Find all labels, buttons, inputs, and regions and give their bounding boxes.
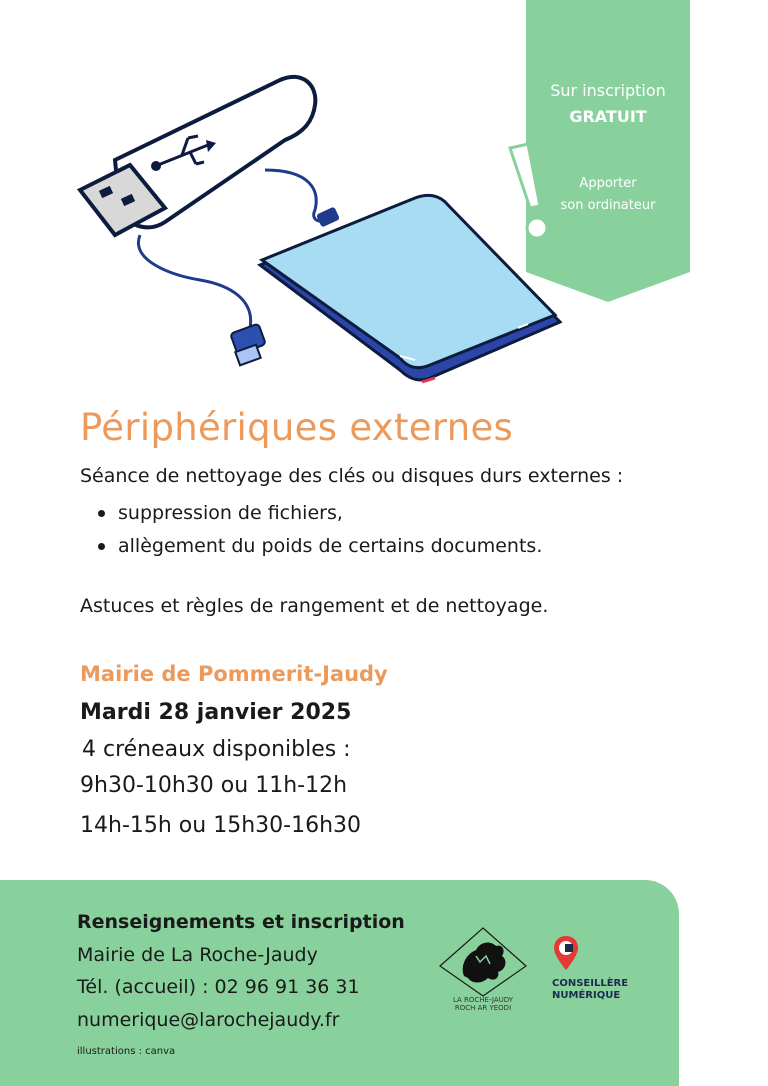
banner-line3: Apporter — [579, 176, 637, 191]
conseillere-numerique-pin-icon — [552, 934, 580, 974]
cn-line1: CONSEILLÈRE — [552, 978, 629, 989]
devices-illustration — [70, 60, 570, 400]
cn-line2: NUMÉRIQUE — [552, 990, 621, 1001]
la-roche-jaudy-logo-icon — [436, 926, 530, 998]
conseillere-numerique-label — [552, 978, 628, 1002]
footer-mairie: Mairie de La Roche-Jaudy — [77, 944, 318, 966]
illustration-credit: illustrations : canva — [77, 1046, 176, 1057]
footer-email[interactable]: numerique@larochejaudy.fr — [77, 1009, 340, 1031]
page-title: Périphériques externes — [80, 406, 514, 449]
slot-line-2: 14h-15h ou 15h30-16h30 — [80, 813, 362, 838]
tips-text: Astuces et règles de rangement et de nettoyage. — [80, 595, 549, 617]
bullet-text: allègement du poids de certains documents. — [118, 535, 543, 557]
intro-text: Séance de nettoyage des clés ou disques durs externes : — [80, 465, 624, 487]
logo1-line1: LA ROCHE-JAUDY — [452, 996, 514, 1004]
bullet-icon — [98, 543, 105, 550]
list-item — [98, 497, 542, 530]
bullet-icon — [98, 510, 105, 517]
logo1-line2: ROCH AR YEODI — [454, 1004, 512, 1012]
event-place: Mairie de Pommerit-Jaudy — [80, 662, 388, 686]
footer-heading: Renseignements et inscription — [77, 911, 405, 933]
slot-line-1: 9h30-10h30 ou 11h-12h — [80, 773, 348, 798]
list-item — [98, 530, 542, 563]
event-date: Mardi 28 janvier 2025 — [80, 700, 352, 725]
logo1-caption — [438, 996, 528, 1012]
banner-line4: son ordinateur — [560, 198, 656, 213]
footer-phone[interactable]: Tél. (accueil) : 02 96 91 36 31 — [77, 976, 360, 998]
usb-drive-icon — [80, 77, 315, 235]
banner-line1: Sur inscription — [550, 81, 666, 100]
slots-label: 4 créneaux disponibles : — [82, 737, 351, 762]
bullet-text: suppression de fichiers, — [118, 502, 343, 524]
bullet-list — [98, 497, 542, 563]
banner-line2: GRATUIT — [569, 107, 647, 126]
external-hard-drive-icon — [260, 195, 560, 382]
